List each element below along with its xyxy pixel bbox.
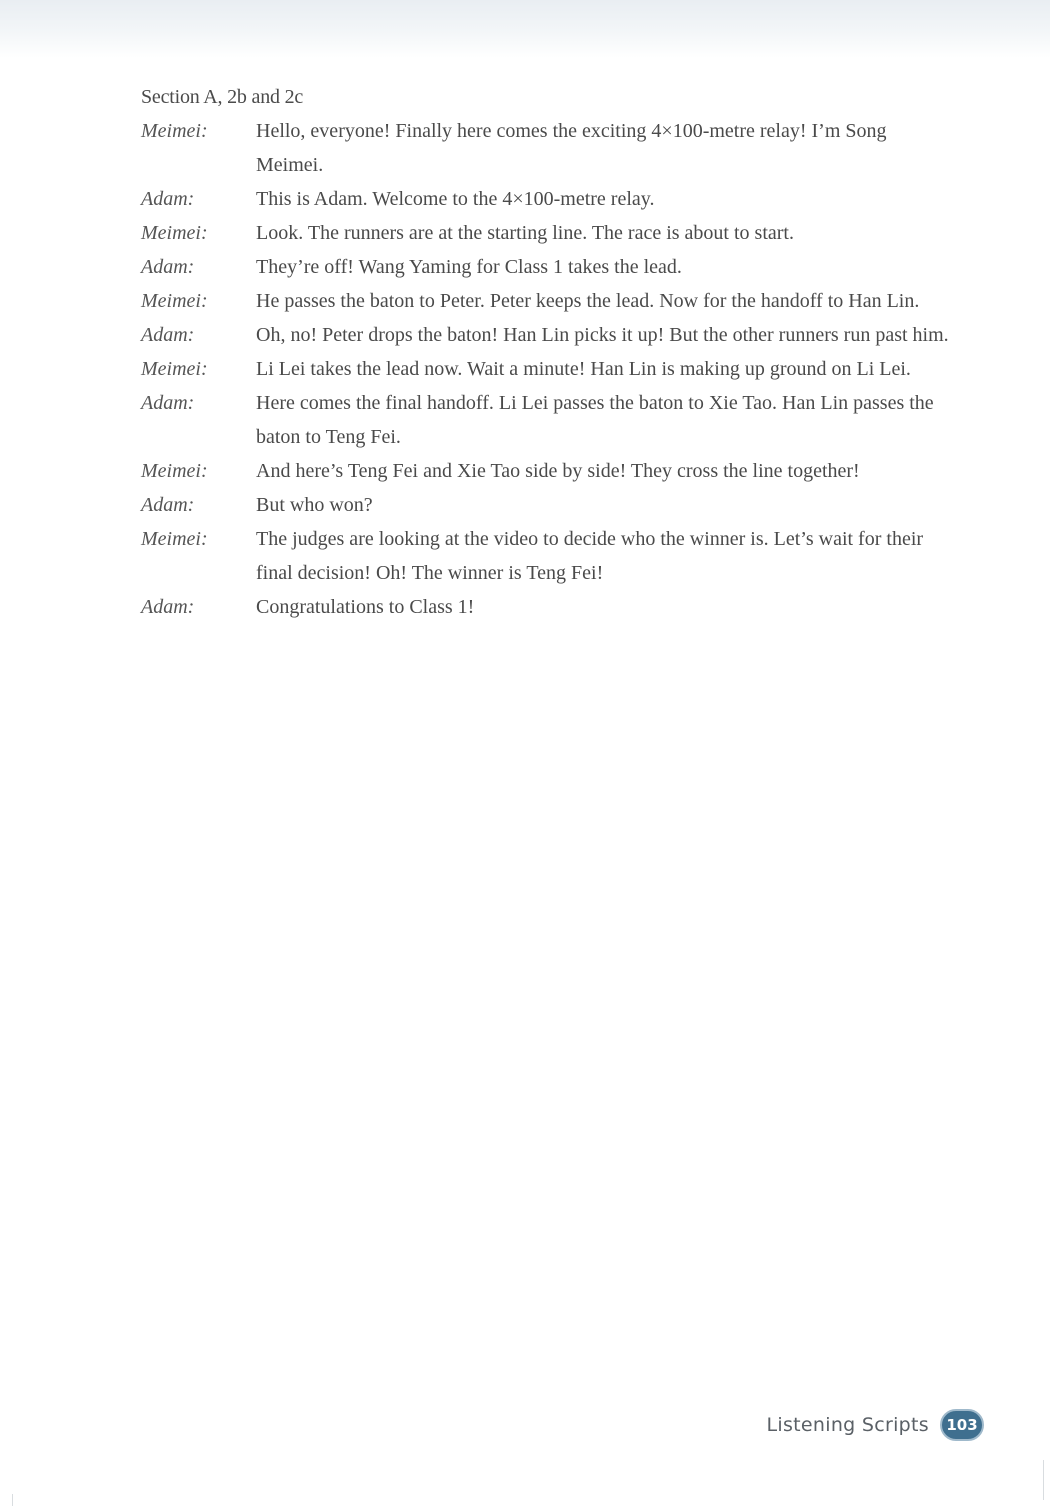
top-header-band [0,0,1050,58]
speaker-name: Adam: [141,494,195,516]
dialogue-row [141,352,961,386]
speaker-name: Adam: [141,324,195,346]
dialogue-line: Here comes the final handoff. Li Lei passes the baton to Xie Tao. Han Lin passes the baton to Teng Fei. [256,392,934,448]
speaker-name: Meimei: [141,528,208,550]
dialogue-line: Hello, everyone! Finally here comes the exciting 4×100-metre relay! I’m Song Meimei. [256,120,887,176]
dialogue-line: He passes the baton to Peter. Peter keeps the lead. Now for the handoff to Han Lin. [256,290,920,312]
speaker-name: Meimei: [141,120,208,142]
page-edge-mark [12,1494,13,1506]
page-footer [767,1409,984,1441]
speaker-name: Meimei: [141,358,208,380]
dialogue-line: The judges are looking at the video to decide who the winner is. Let’s wait for their final decision! Oh! The winner is Teng Fei! [256,528,924,584]
speaker-name: Meimei: [141,290,208,312]
dialogue-line: And here’s Teng Fei and Xie Tao side by side! They cross the line together! [256,460,860,482]
dialogue-row [141,488,961,522]
speaker-name: Adam: [141,188,195,210]
speaker-name: Adam: [141,256,195,278]
listening-script-content [141,82,961,624]
dialogue-line: They’re off! Wang Yaming for Class 1 takes the lead. [256,256,682,278]
dialogue-line: Oh, no! Peter drops the baton! Han Lin picks it up! But the other runners run past him. [256,324,949,346]
dialogue-row [141,182,961,216]
dialogue-row [141,216,961,250]
dialogue-row [141,318,961,352]
dialogue-line: Li Lei takes the lead now. Wait a minute! Han Lin is making up ground on Li Lei. [256,358,911,380]
dialogue-line: Congratulations to Class 1! [256,596,475,618]
speaker-name: Meimei: [141,222,208,244]
speaker-name: Meimei: [141,460,208,482]
page-number-badge: 103 [940,1409,984,1441]
speaker-name: Adam: [141,392,195,414]
dialogue-line: Look. The runners are at the starting line. The race is about to start. [256,222,794,244]
dialogue-row [141,284,961,318]
footer-section-label: Listening Scripts [766,1414,929,1436]
section-title: Section A, 2b and 2c [141,86,304,108]
dialogue-line: This is Adam. Welcome to the 4×100-metre relay. [256,188,655,210]
dialogue-row [141,522,961,590]
dialogue-row [141,114,961,182]
page-edge-mark [1043,1460,1044,1500]
dialogue-line: But who won? [256,494,373,516]
dialogue-row [141,386,961,454]
dialogue-row [141,454,961,488]
dialogue-row [141,250,961,284]
dialogue-row [141,590,961,624]
speaker-name: Adam: [141,596,195,618]
